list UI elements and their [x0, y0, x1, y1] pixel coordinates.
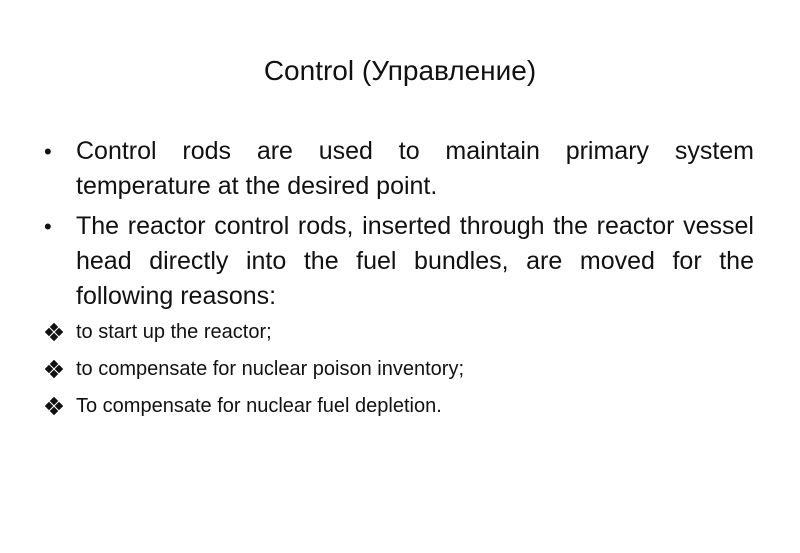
sub-bullet-text: to start up the reactor; — [76, 321, 272, 343]
sub-bullet-item — [44, 393, 754, 419]
diamond-cluster-bullet-icon — [46, 361, 62, 377]
diamond-cluster-bullet-icon — [46, 398, 62, 414]
slide-title: Control (Управление) — [263, 55, 537, 86]
slide-body — [44, 134, 754, 430]
bullet-dot-icon: • — [44, 214, 52, 239]
bullet-text: Control rods are used to maintain primary system temperature at the desired point. — [76, 137, 754, 200]
diamond-cluster-bullet-icon — [46, 324, 62, 340]
bullet-item — [44, 134, 754, 204]
sub-bullet-text: To compensate for nuclear fuel depletion. — [76, 395, 442, 417]
bullet-text: The reactor control rods, inserted through the reactor vessel head directly into the fuel bundles, are moved for the following reasons: — [76, 212, 754, 310]
sub-bullet-item — [44, 356, 754, 382]
sub-bullet-text: to compensate for nuclear poison inventory; — [76, 358, 464, 380]
bullet-item — [44, 209, 754, 314]
sub-bullet-item — [44, 319, 754, 345]
bullet-dot-icon: • — [44, 139, 52, 164]
